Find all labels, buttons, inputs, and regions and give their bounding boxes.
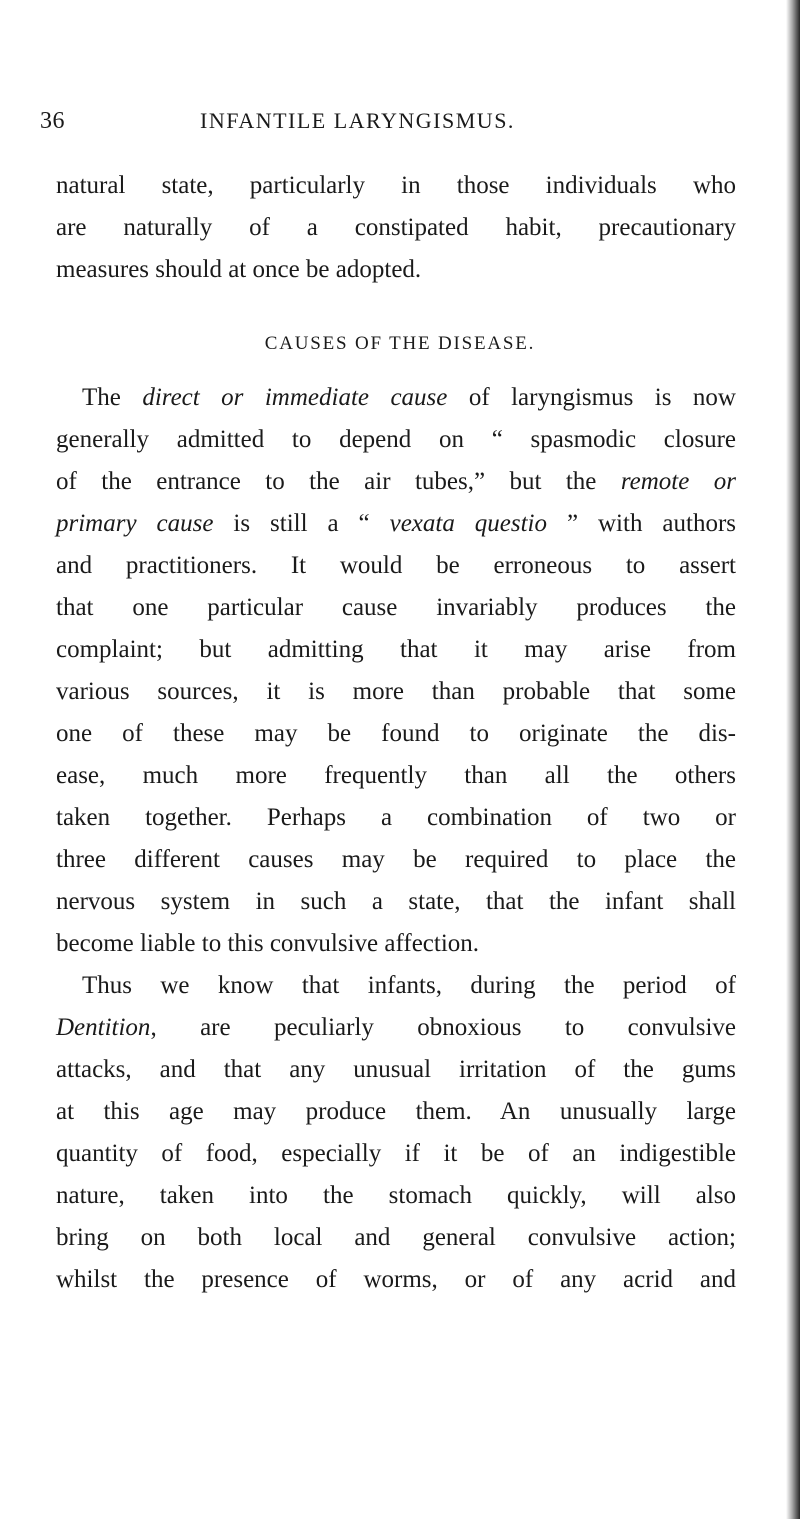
- running-head: [40, 108, 760, 144]
- page-edge-shadow: [786, 0, 800, 1519]
- text-line: quantity of food, especially if it be of an indigestible: [56, 1140, 736, 1167]
- text-line: at this age may produce them. An unusually large: [56, 1098, 736, 1125]
- text-line: bring on both local and general convulsive action;: [56, 1224, 736, 1251]
- text-line: complaint; but admitting that it may arise from: [56, 636, 736, 663]
- text-line: ease, much more frequently than all the others: [56, 762, 736, 789]
- text-line: [82, 378, 736, 418]
- italic-run: vexata questio: [389, 510, 547, 537]
- text-run: The: [82, 384, 143, 411]
- italic-run: remote or: [620, 468, 736, 495]
- text-run: ” with authors: [547, 510, 736, 537]
- text-run: of laryngismus is now: [447, 384, 736, 411]
- text-line: [56, 462, 736, 502]
- text-line: taken together. Perhaps a combination of two or: [56, 804, 736, 831]
- text-line: Thus we know that infants, during the period of: [82, 972, 736, 999]
- italic-run: primary cause: [56, 510, 214, 537]
- text-line: three different causes may be required to place the: [56, 846, 736, 873]
- text-line: generally admitted to depend on “ spasmodic closure: [56, 426, 736, 453]
- text-line: measures should at once be adopted.: [56, 256, 422, 283]
- italic-run: direct or immediate cause: [142, 384, 448, 411]
- text-line: become liable to this convulsive affection.: [56, 930, 480, 957]
- text-line: that one particular cause invariably produces the: [56, 594, 736, 621]
- text-line: attacks, and that any unusual irritation of the gums: [56, 1056, 736, 1083]
- text-line: [56, 504, 736, 544]
- text-line: nervous system in such a state, that the infant shall: [56, 888, 736, 915]
- section-heading: CAUSES OF THE DISEASE.: [264, 333, 536, 354]
- text-line: [56, 1008, 736, 1048]
- text-run: of the entrance to the air tubes,” but the: [56, 468, 621, 495]
- text-run: , are peculiarly obnoxious to convulsive: [150, 1014, 736, 1041]
- text-line: one of these may be found to originate the dis-: [56, 720, 736, 747]
- text-line: natural state, particularly in those individuals who: [56, 172, 736, 199]
- text-line: various sources, it is more than probable that some: [56, 678, 736, 705]
- running-title: INFANTILE LARYNGISMUS.: [200, 108, 515, 133]
- text-run: is still a “: [213, 510, 390, 537]
- italic-run: Dentition: [56, 1014, 151, 1041]
- text-line: whilst the presence of worms, or of any acrid and: [56, 1266, 736, 1293]
- text-line: and practitioners. It would be erroneous to assert: [56, 552, 736, 579]
- page-number: 36: [40, 108, 65, 134]
- text-line: nature, taken into the stomach quickly, will also: [56, 1182, 736, 1209]
- text-line: are naturally of a constipated habit, precautionary: [56, 214, 736, 241]
